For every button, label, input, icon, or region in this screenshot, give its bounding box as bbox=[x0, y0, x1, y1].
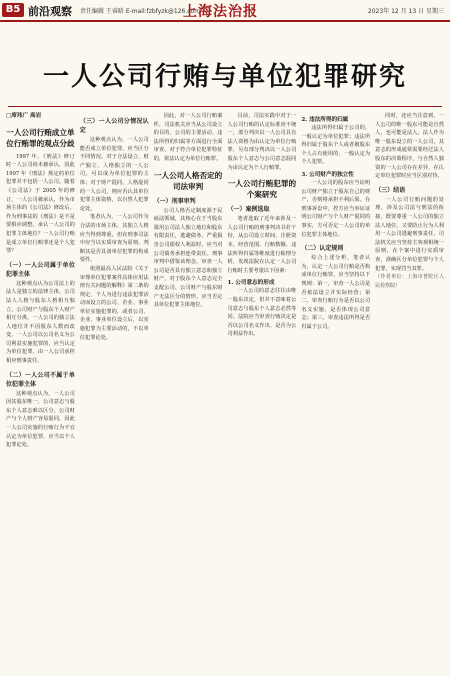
title-divider bbox=[8, 106, 442, 107]
issue-date: 2023年 12 月 13 日 星期三 bbox=[367, 8, 444, 15]
page-header bbox=[0, 0, 450, 22]
article-column-3 bbox=[154, 112, 223, 672]
page-number-badge: B5 bbox=[2, 3, 24, 17]
paragraph: 1997 年，《刑法》修订时一人公司尚未被承认，因此 1997 年《刑法》规定的单位犯罪并不包括一人公司。随着《公司法》于 2005 年的修订，一人公司被承认，作为市场主体的《公司法》修改后，作为刑事法的《刑法》是不是要相应调整，承认一人公司的犯罪主体地位？一人公司行贿是成立单位行贿罪还是个人犯罪？ bbox=[6, 153, 75, 255]
article-title: 一人公司行贿与单位犯罪研究 bbox=[42, 62, 407, 92]
author-affiliation: （作者单位：上海市普陀区人民检察院） bbox=[375, 274, 444, 289]
paragraph: 笔者选取了近年来涉及一人公司行贿的刑事判决书若干份，从公司设立时间、注册资本、经营范围、行贿数额、违法所得归属等维度进行梳理分析，发现法院在认定一人公司行贿时主要考量以下因素： bbox=[227, 216, 297, 274]
paragraph: 依照最高人民法院《关于审理单位犯罪案件具体应用法律有关问题的解释》第二条的规定，个人为进行违法犯罪活动而设立的公司、企业、事业单位实施犯罪的，或者公司、企业、事业单位设立后，以实施犯罪为主要活动的，不以单位犯罪论处。 bbox=[79, 265, 149, 341]
subheading: （二）一人公司不属于单位犯罪主体 bbox=[6, 371, 75, 388]
article-column-4 bbox=[227, 112, 296, 672]
article-body bbox=[6, 112, 444, 672]
paragraph: 目前，司法实践中对于一人公司行贿的认定标准尚不统一，部分判决以一人公司具有法人资格为由认定为单位行贿罪，另有部分判决以一人公司股东个人意志与公司意志混同为由认定为个人行贿罪。 bbox=[227, 113, 297, 171]
paragraph: 这种观点认为公司法上的法人是独立的法律主体，公司法人人格与股东人格相互独立，公司财产与股东个人财产相互分离，一人公司的独立法人地位并不因股东人数而改变。一人公司以公司名义为公司利益实施犯罪的，应当认定为单位犯罪，由一人公司承担相应刑事责任。 bbox=[6, 280, 75, 365]
paragraph: 这种观点认为，一人公司因其股东唯一，公司意志与股东个人意志难以区分，公司财产与个人财产容易混同，因此一人公司实施的行贿行为不宜认定为单位犯罪，应当以个人犯罪论处。 bbox=[6, 390, 75, 449]
subheading: （一）刑事审判 bbox=[153, 197, 196, 205]
paragraph: 同时，还应当注意到，一人公司的唯一股东可能是自然人，也可能是法人。法人作为唯一股东设立的一人公司，其意志的形成通常需要经过法人股东的决策程序，与自然人独资的一人公司存在差异，在认定单位犯罪时应当区别对待。 bbox=[375, 113, 444, 180]
paragraph: 一人公司行贿问题的处理，涉及公司法与刑法的衔接，既要尊重一人公司的独立法人地位，又要防止行为人利用一人公司逃避刑事责任。司法机关应当坚持主客观相统一原则，在个案中进行实质审查，准确区分单位犯罪与个人犯罪，实现罚当其罪。 bbox=[375, 196, 444, 272]
paragraph: 一人公司的股东应当证明公司财产独立于股东自己的财产，否则将承担不利后果。在刑事诉讼中，控方应当举证证明公司财产与个人财产混同的事实，方可否定一人公司的单位犯罪主体地位。 bbox=[301, 179, 371, 238]
section-heading: 一人公司行贿犯罪的个案研究 bbox=[227, 179, 297, 200]
subheading: （三）结语 bbox=[375, 186, 406, 194]
article-column-6 bbox=[375, 112, 444, 672]
editor-info: 责任编辑 王睿晗 E-mail:fzbfyzk@126.com bbox=[80, 8, 201, 15]
subheading: （一）一人公司属于单位犯罪主体 bbox=[6, 261, 75, 278]
paragraph: 综合上述分析，笔者认为，认定一人公司行贿是否构成单位行贿罪，应当坚持以下规则：第一，审查一人公司是否依法设立并实际经营；第二，审查行贿行为是否以公司名义实施、是否体现公司意志；第三，审查违法所得是否归属于公司。 bbox=[301, 255, 371, 330]
paragraph: 一人公司的意志往往由唯一股东决定，但并不意味着公司意志与股东个人意志必然等同。法院应当审查行贿决定是否以公司名义作出、是否为公司利益作出。 bbox=[227, 288, 297, 338]
subheading: （二）认定规则 bbox=[301, 245, 344, 253]
minor-heading: 1. 公司意志的形成 bbox=[227, 280, 275, 287]
section-name: 前沿观察 bbox=[28, 5, 72, 18]
paragraph: 因此，对一人公司行贿案件，司法机关应当从公司设立的目的、公司的主要活动、违法所得的归属等方面进行全面审查，对于符合单位犯罪特征的，依法认定为单位行贿罪。 bbox=[153, 113, 223, 162]
paragraph: 违法所得归属于公司的，一般认定为单位犯罪；违法所得归属于股东个人或者被股东个人占有使用的，一般认定为个人犯罪。 bbox=[301, 125, 371, 166]
subheading: （三）一人公司分情况认定 bbox=[79, 118, 149, 134]
newspaper-masthead: 上海法治报 bbox=[183, 4, 258, 20]
subheading: （一）案例选取 bbox=[227, 206, 270, 214]
section-heading: 一人公司行贿成立单位行贿罪的观点分歧 bbox=[6, 127, 75, 148]
article-column-5 bbox=[301, 112, 370, 672]
article-author: □席玮广 高岩 bbox=[6, 113, 42, 119]
paragraph: 公司人格否定制度源于民商法领域，其核心在于当股东滥用公司法人独立地位和股东有限责任，逃避债务，严重损害公司债权人利益时，应当对公司债务承担连带责任。刑事审判中借鉴该理念，审查一人公司是否具有独立意志和独立财产，对于股东个人意志完全支配公司、公司财产与股东财产无法区分的情形，应当否定其单位犯罪主体地位。 bbox=[153, 207, 223, 309]
section-heading: 一人公司人格否定的司法审判 bbox=[153, 170, 223, 191]
article-column-1 bbox=[6, 112, 75, 672]
paragraph: 笔者认为，一人公司作为合法的市场主体，其独立人格应当得到尊重，但在刑事司法中应当以实质审查为原则，判断其是否具备单位犯罪的构成要件。 bbox=[79, 214, 149, 264]
paragraph: 这种观点认为，一人公司能否成立单位犯罪，应当区分不同情况。对于合法设立、财产独立、人格独立的一人公司，可以成为单位犯罪的主体；对于财产混同、人格混同的一人公司，则应否认其单位犯罪主体资格，以自然人犯罪论处。 bbox=[79, 137, 149, 212]
minor-heading: 3. 公司财产的独立性 bbox=[301, 171, 354, 178]
article-column-2 bbox=[80, 112, 149, 672]
minor-heading: 2. 违法所得的归属 bbox=[301, 117, 349, 123]
